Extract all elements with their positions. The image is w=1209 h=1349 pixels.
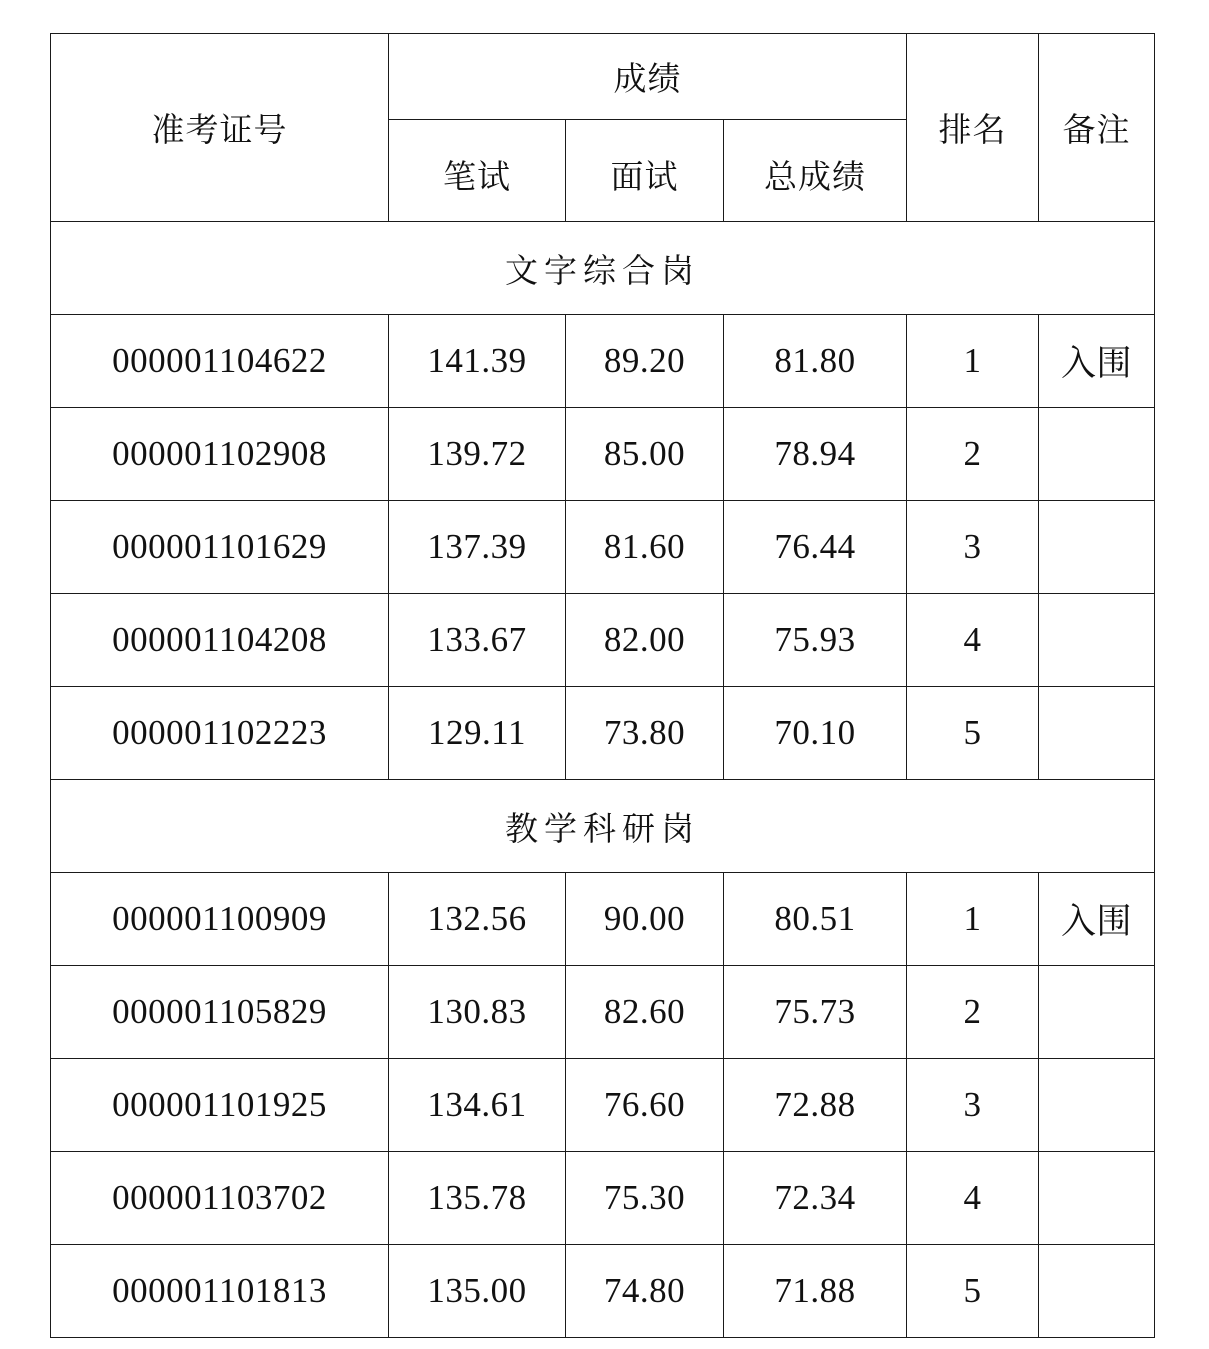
header-exam-id: 准考证号 (51, 34, 389, 222)
cell-interview: 73.80 (566, 687, 724, 780)
cell-remark (1039, 966, 1155, 1059)
cell-remark (1039, 1152, 1155, 1245)
cell-total: 75.93 (724, 594, 907, 687)
cell-rank: 1 (907, 315, 1039, 408)
header-written: 笔试 (389, 120, 566, 222)
cell-rank: 2 (907, 966, 1039, 1059)
cell-rank: 3 (907, 501, 1039, 594)
cell-remark: 入围 (1039, 315, 1155, 408)
cell-interview: 74.80 (566, 1245, 724, 1338)
section-title: 教学科研岗 (51, 780, 1155, 873)
cell-exam-id: 000001100909 (51, 873, 389, 966)
cell-interview: 82.60 (566, 966, 724, 1059)
cell-exam-id: 000001102908 (51, 408, 389, 501)
cell-total: 81.80 (724, 315, 907, 408)
cell-interview: 75.30 (566, 1152, 724, 1245)
header-rank: 排名 (907, 34, 1039, 222)
table-row (51, 408, 1155, 501)
cell-exam-id: 000001101813 (51, 1245, 389, 1338)
cell-rank: 1 (907, 873, 1039, 966)
table-row (51, 873, 1155, 966)
cell-total: 70.10 (724, 687, 907, 780)
cell-remark (1039, 501, 1155, 594)
cell-total: 75.73 (724, 966, 907, 1059)
cell-exam-id: 000001103702 (51, 1152, 389, 1245)
cell-written: 134.61 (389, 1059, 566, 1152)
header-interview: 面试 (566, 120, 724, 222)
cell-interview: 90.00 (566, 873, 724, 966)
cell-remark (1039, 1059, 1155, 1152)
cell-written: 137.39 (389, 501, 566, 594)
section-title: 文字综合岗 (51, 222, 1155, 315)
cell-written: 135.78 (389, 1152, 566, 1245)
cell-written: 133.67 (389, 594, 566, 687)
cell-total: 78.94 (724, 408, 907, 501)
header-remark: 备注 (1039, 34, 1155, 222)
cell-rank: 3 (907, 1059, 1039, 1152)
cell-written: 129.11 (389, 687, 566, 780)
table-row (51, 1152, 1155, 1245)
cell-exam-id: 000001102223 (51, 687, 389, 780)
score-table (50, 33, 1155, 1338)
cell-interview: 89.20 (566, 315, 724, 408)
cell-exam-id: 000001101629 (51, 501, 389, 594)
cell-total: 80.51 (724, 873, 907, 966)
cell-remark (1039, 687, 1155, 780)
cell-rank: 5 (907, 687, 1039, 780)
cell-rank: 5 (907, 1245, 1039, 1338)
cell-interview: 76.60 (566, 1059, 724, 1152)
cell-interview: 82.00 (566, 594, 724, 687)
cell-total: 71.88 (724, 1245, 907, 1338)
cell-exam-id: 000001104208 (51, 594, 389, 687)
cell-written: 132.56 (389, 873, 566, 966)
cell-remark (1039, 1245, 1155, 1338)
table-row (51, 966, 1155, 1059)
table-row (51, 687, 1155, 780)
cell-rank: 4 (907, 594, 1039, 687)
cell-written: 139.72 (389, 408, 566, 501)
section-row (51, 780, 1155, 873)
cell-total: 72.88 (724, 1059, 907, 1152)
cell-total: 72.34 (724, 1152, 907, 1245)
cell-remark (1039, 594, 1155, 687)
cell-exam-id: 000001101925 (51, 1059, 389, 1152)
cell-remark: 入围 (1039, 873, 1155, 966)
table-header (51, 34, 1155, 222)
cell-interview: 81.60 (566, 501, 724, 594)
cell-written: 130.83 (389, 966, 566, 1059)
table-row (51, 594, 1155, 687)
table-body (51, 222, 1155, 1338)
cell-exam-id: 000001104622 (51, 315, 389, 408)
cell-written: 141.39 (389, 315, 566, 408)
header-total: 总成绩 (724, 120, 907, 222)
cell-exam-id: 000001105829 (51, 966, 389, 1059)
section-row (51, 222, 1155, 315)
cell-written: 135.00 (389, 1245, 566, 1338)
cell-remark (1039, 408, 1155, 501)
cell-total: 76.44 (724, 501, 907, 594)
header-scores-group: 成绩 (389, 34, 907, 120)
cell-interview: 85.00 (566, 408, 724, 501)
table-row (51, 1059, 1155, 1152)
table-row (51, 1245, 1155, 1338)
cell-rank: 2 (907, 408, 1039, 501)
table-row (51, 501, 1155, 594)
cell-rank: 4 (907, 1152, 1039, 1245)
table-row (51, 315, 1155, 408)
